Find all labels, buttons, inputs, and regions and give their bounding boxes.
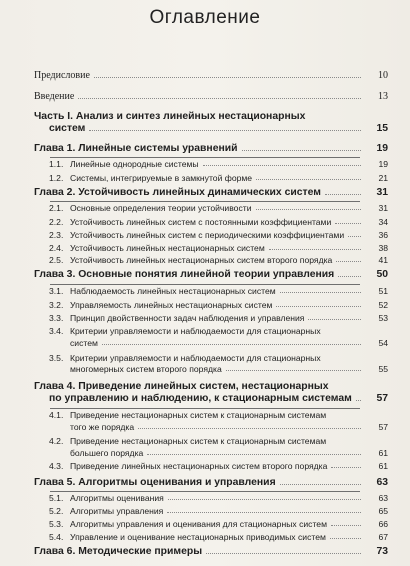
page-title: Оглавление: [149, 7, 261, 28]
chapter-4-title-line1: Глава 4. Приведение линейных систем, нестационарных: [34, 381, 329, 392]
toc-entry-section: многомерных систем второго порядка 55: [70, 364, 388, 374]
toc-entry-title: Введение: [34, 91, 75, 102]
toc-entry-section: 3.3. Принцип двойственности задач наблюдения и управления 53: [49, 313, 388, 323]
toc-page-number: 19: [376, 143, 388, 154]
toc-page-number: 63: [376, 477, 388, 488]
toc-entry-section: 5.1. Алгоритмы оценивания 63: [49, 493, 388, 503]
toc-entry-section: 3.1. Наблюдаемость линейных нестационарных систем 51: [49, 286, 388, 296]
toc-entry-chapter-1: [34, 143, 388, 154]
toc-entry-section: 1.2. Системы, интегрируемые в замкнутой форме 21: [49, 173, 388, 183]
toc-page-number: 13: [378, 91, 388, 102]
toc-page-number: 57: [376, 393, 388, 404]
toc-entry-section: систем 54: [70, 338, 388, 348]
toc-entry-section: 5.3. Алгоритмы управления и оценивания для стационарных систем 66: [49, 519, 388, 529]
toc-entry-section: 5.4. Управление и оценивание нестационарных приводимых систем 67: [49, 532, 388, 542]
toc-entry-section: 4.3. Приведение линейных нестационарных систем второго порядка 61: [49, 461, 388, 471]
toc-entry-section-line1: 3.5. Критерии управляемости и наблюдаемости для стационарных: [49, 353, 321, 363]
toc-entry-title: Глава 2. Устойчивость линейных динамических систем: [34, 187, 321, 198]
divider: [50, 201, 360, 202]
toc-entry-section-line1: 3.4. Критерии управляемости и наблюдаемости для стационарных: [49, 326, 321, 336]
toc-page-number: 73: [376, 546, 388, 557]
toc-entry-chapter-2: [34, 187, 388, 198]
toc-entry-section-line1: 4.2. Приведение нестационарных систем к стационарным системам: [49, 436, 327, 446]
toc-entry-title: Предисловие: [34, 70, 90, 81]
toc-entry-title: Глава 6. Методические примеры: [34, 546, 203, 557]
toc-entry-title: Глава 3. Основные понятия линейной теории управления: [34, 269, 335, 280]
divider: [50, 284, 360, 285]
divider: [50, 408, 360, 409]
toc-entry-chapter-4: [34, 393, 388, 404]
toc-entry-section: 3.2. Управляемость линейных нестационарных систем 52: [49, 300, 388, 310]
divider: [50, 157, 360, 158]
toc-entry-section: большего порядка 61: [70, 448, 388, 458]
toc-entry-title: по управлению и наблюдению, к стационарным системам: [49, 393, 352, 404]
toc-entry-section-line1: 4.1. Приведение нестационарных систем к стационарным системам: [49, 410, 327, 420]
toc-entry-section: 2.2. Устойчивость линейных систем с постоянными коэффициентами 34: [49, 217, 388, 227]
toc-entry-title: Глава 5. Алгоритмы оценивания и управления: [34, 477, 276, 488]
toc-page-number: 31: [376, 187, 388, 198]
toc-entry-section: 2.3. Устойчивость линейных систем с периодическими коэффициентами 36: [49, 230, 388, 240]
toc-entry-section: 2.4. Устойчивость линейных нестационарных систем 38: [49, 243, 388, 253]
part-1-title-line1: Часть I. Анализ и синтез линейных нестационарных: [34, 111, 306, 122]
toc-entry-section: 2.1. Основные определения теории устойчивости 31: [49, 203, 388, 213]
toc-page-number: 15: [376, 123, 388, 134]
toc-entry-section: 2.5. Устойчивость линейных нестационарных систем второго порядка 41: [49, 255, 388, 265]
toc-entry-section: 5.2. Алгоритмы управления 65: [49, 506, 388, 516]
toc-page-number: 50: [376, 269, 388, 280]
divider: [50, 491, 360, 492]
toc-entry-introduction: [34, 91, 388, 102]
toc-entry-chapter-6: [34, 546, 388, 557]
toc-entry-title: систем: [49, 123, 86, 134]
toc-entry-chapter-3: [34, 269, 388, 280]
toc-page-number: 10: [378, 70, 388, 81]
toc-entry-section: того же порядка 57: [70, 422, 388, 432]
toc-entry-part-1: [34, 123, 388, 134]
toc-entry-title: Глава 1. Линейные системы уравнений: [34, 143, 238, 154]
toc-entry-preface: [34, 70, 388, 81]
toc-entry-section: 1.1. Линейные однородные системы 19: [49, 159, 388, 169]
toc-entry-chapter-5: [34, 477, 388, 488]
